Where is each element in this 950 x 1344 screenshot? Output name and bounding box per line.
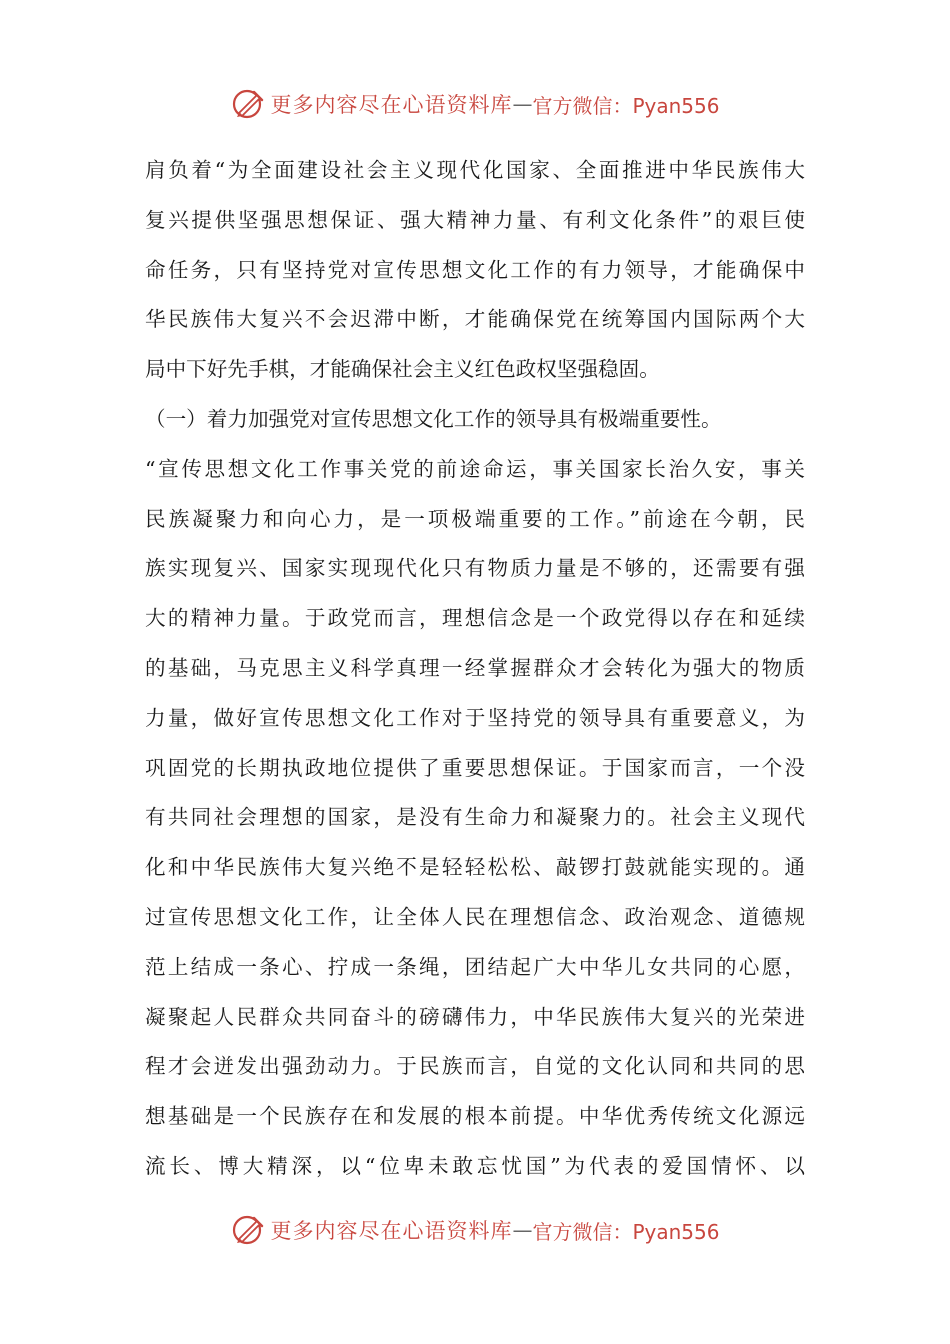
- text-line: 有共同社会理想的国家，是没有生命力和凝聚力的。社会主义现代: [145, 805, 805, 830]
- text-line: 的基础，马克思主义科学真理一经掌握群众才会转化为强大的物质: [145, 655, 805, 680]
- text-line: 程才会迸发出强劲动力。于民族而言，自觉的文化认同和共同的思: [145, 1054, 805, 1079]
- text-line: 化和中华民族伟大复兴绝不是轻轻松松、敲锣打鼓就能实现的。通: [145, 855, 805, 880]
- section-heading: （一）着力加强党对宣传思想文化工作的领导具有极端重要性。: [145, 406, 722, 431]
- text-line: 力量，做好宣传思想文化工作对于坚持党的领导具有重要意义，为: [145, 705, 805, 730]
- text-line: 范上结成一条心、拧成一条绳，团结起广大中华儿女共同的心愿，: [145, 954, 805, 979]
- text-line: 肩负着“为全面建设社会主义现代化国家、全面推进中华民族伟大: [145, 158, 805, 182]
- header-brand-text: 更多内容尽在心语资料库: [270, 93, 513, 117]
- text-line: 流长、博大精深，以“位卑未敢忘忧国”为代表的爱国情怀、以: [145, 1153, 805, 1178]
- header-dash: —: [512, 92, 533, 116]
- header-wechat-text: 官方微信：Pyan556: [532, 93, 720, 118]
- text-line: 凝聚起人民群众共同奋斗的磅礴伟力，中华民族伟大复兴的光荣进: [145, 1004, 805, 1029]
- text-line: 华民族伟大复兴不会迟滞中断，才能确保党在统筹国内国际两个大: [145, 307, 805, 332]
- header-banner: [0, 84, 950, 124]
- document-body: [145, 146, 805, 1192]
- text-line: 局中下好先手棋，才能确保社会主义红色政权坚强稳固。: [145, 357, 660, 382]
- footer-brand-text: 更多内容尽在心语资料库: [270, 1219, 513, 1243]
- text-line: 过宣传思想文化工作，让全体人民在理想信念、政治观念、道德规: [145, 904, 805, 929]
- text-line: 族实现复兴、国家实现现代化只有物质力量是不够的，还需要有强: [145, 556, 805, 581]
- text-line: 巩固党的长期执政地位提供了重要思想保证。于国家而言，一个没: [145, 755, 805, 780]
- text-line: 复兴提供坚强思想保证、强大精神力量、有利文化条件”的艰巨使: [145, 207, 805, 232]
- text-line: 命任务，只有坚持党对宣传思想文化工作的有力领导，才能确保中: [145, 257, 805, 282]
- footer-banner: [0, 1210, 950, 1250]
- text-line: 想基础是一个民族存在和发展的根本前提。中华优秀传统文化源远: [145, 1104, 805, 1129]
- pen-logo-icon: [230, 86, 266, 122]
- pen-logo-icon: [230, 1212, 266, 1248]
- text-line: “宣传思想文化工作事关党的前途命运，事关国家长治久安，事关: [145, 456, 805, 481]
- footer-dash: —: [512, 1218, 533, 1242]
- text-line: 大的精神力量。于政党而言，理想信念是一个政党得以存在和延续: [145, 606, 805, 631]
- footer-wechat-text: 官方微信：Pyan556: [532, 1219, 720, 1244]
- text-line: 民族凝聚力和向心力，是一项极端重要的工作。”前途在今朝，民: [145, 506, 805, 531]
